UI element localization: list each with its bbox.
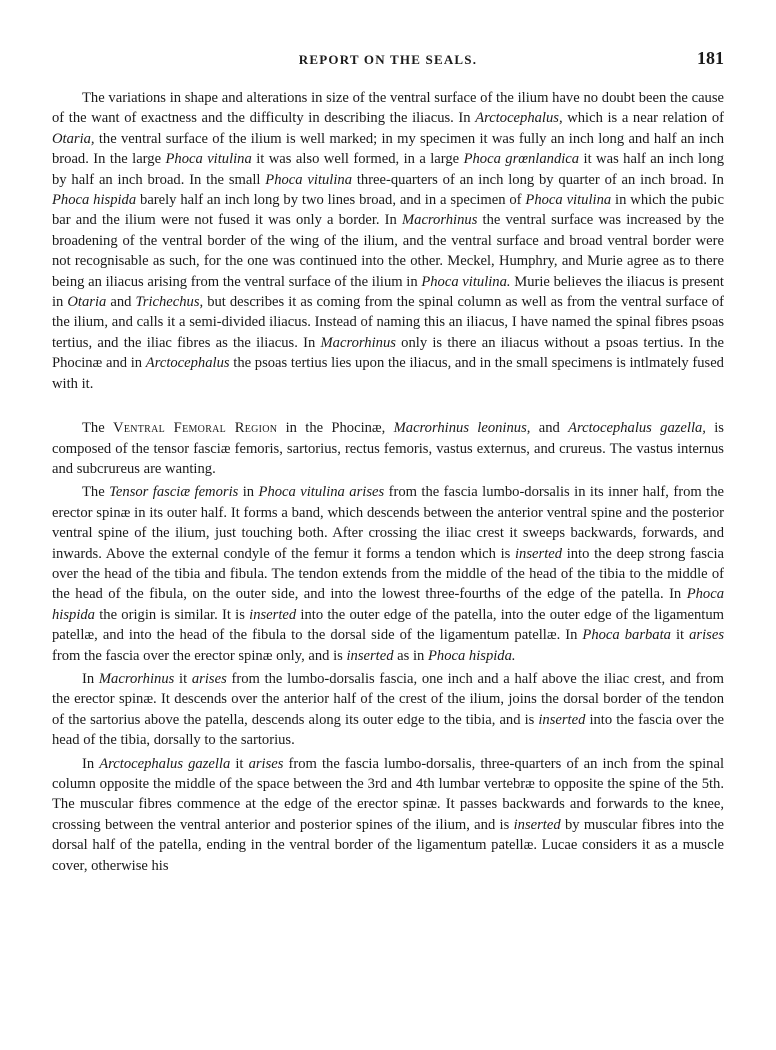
italic-term: Macrorhinus bbox=[401, 212, 478, 229]
italic-term: Arctocephalus gazella, bbox=[568, 420, 706, 437]
text-run: from the fascia over the erector spinæ only, and is bbox=[52, 647, 347, 664]
paragraph-iliacus bbox=[52, 88, 724, 394]
text-run: which is a near relation of bbox=[562, 110, 724, 127]
italic-term: Otaria, bbox=[52, 130, 95, 147]
text-run: In bbox=[82, 755, 100, 772]
paragraph-tensor-fasciae-macrorhinus bbox=[52, 669, 724, 751]
italic-term: inserted bbox=[538, 711, 586, 728]
italic-term: inserted bbox=[346, 647, 394, 664]
text-run: the ventral surface of the ilium is well marked; in my specimen it was fully an inch long and half an inch broad. In the large bbox=[52, 130, 724, 168]
italic-term: Arctocephalus bbox=[145, 355, 230, 372]
italic-term: Phoca vitulina. bbox=[421, 273, 511, 290]
italic-term: Arctocephalus gazella bbox=[99, 755, 231, 772]
text-run: from the lumbo-dorsalis fascia, one inch and a half above the iliac crest, and from the erector spinæ. It descends over the anterior half of the crest of the ilium, joins the dorsal border of the tendon of the sartorius above the patella, descends along its outer edge to the tibia, and is bbox=[52, 670, 724, 728]
italic-term: Tensor fasciæ femoris bbox=[109, 484, 239, 501]
italic-term: Phoca vitulina bbox=[165, 151, 252, 168]
text-run: Murie believes the iliacus is present in bbox=[52, 273, 724, 311]
italic-term: arises bbox=[191, 670, 227, 687]
italic-term: Phoca hispida. bbox=[427, 647, 516, 664]
text-run: is composed of the tensor fasciæ femoris, sartorius, rectus femoris, vastus externus, and crureus. The vastus internus and subcrureus are wanting. bbox=[52, 420, 724, 477]
text-run: The variations in shape and alterations in size of the ventral surface of the ilium have no doubt been the cause of the want of exactness and the difficulty in describing the iliacus. In bbox=[52, 90, 724, 127]
text-run: barely half an inch long by two lines broad, and in a specimen of bbox=[136, 192, 526, 209]
text-run: from the fascia lumbo-dorsalis, three-quarters of an inch from the spinal column opposite the middle of the space between the 3rd and 4th lumbar vertebræ to opposite the spine of the 5th. The muscular fibres commence at the edge of the erector spinæ. It passes backwards and forwards to the knee, crossing between the ventral anterior and posterior spines of the ilium, and is bbox=[52, 755, 725, 833]
text-run: and bbox=[530, 420, 569, 437]
italic-term: inserted bbox=[515, 545, 563, 562]
italic-term: inserted bbox=[249, 606, 297, 623]
text-run: as in bbox=[393, 647, 428, 664]
text-run: in which the pubic bar and the ilium were not fused it was only a border. In bbox=[52, 192, 724, 229]
text-run: The bbox=[82, 420, 113, 437]
italic-term: Phoca barbata bbox=[582, 627, 671, 644]
italic-term: Macrorhinus leoninus, bbox=[393, 420, 531, 437]
paragraph-tensor-fasciae-phoca bbox=[52, 482, 724, 666]
text-run: the ventral surface was increased by the broadening of the ventral border of the wing of the ilium, and the ventral surface and broad ventral border were not recognisable as such, for the one was continued into the other. Meckel, Humphry, and Murie agree as to there being an iliacus arising from the ventral surface of the ilium in bbox=[52, 212, 724, 290]
text-run: it bbox=[174, 670, 192, 687]
italic-term: Phoca hispida bbox=[52, 192, 137, 209]
italic-term: Phoca grœnlandica bbox=[463, 151, 580, 168]
text-run: the psoas tertius lies upon the iliacus, and in the small specimens is intlmately fused with it. bbox=[52, 355, 724, 392]
italic-term: Macrorhinus bbox=[98, 670, 175, 687]
text-run: into the outer edge of the patella, into the outer edge of the ligamentum patellæ, and into the head of the fibula to the dorsal side of the ligamentum patellæ. In bbox=[52, 606, 724, 644]
text-run: only is there an iliacus without a psoas tertius. In the Phocinæ and in bbox=[52, 334, 724, 372]
text-run: into the deep strong fascia over the head of the tibia and fibula. The tendon extends from the middle of the head of the tibia to the middle of the head of the fibula, on the outer side, and into the lowest three-fourths of the edge of the patella. In bbox=[52, 545, 724, 603]
running-header bbox=[52, 50, 724, 72]
text-run: but describes it as coming from the spinal column as well as from the ventral surface of the ilium, and calls it a semi-divided iliacus. Instead of naming this an iliacus, I have named the spinal fibres psoas tertius, and the iliac fibres as the iliacus. In bbox=[52, 294, 724, 351]
italic-term: Phoca hispida bbox=[52, 586, 724, 623]
italic-term: Trichechus, bbox=[135, 294, 204, 311]
italic-term: inserted bbox=[513, 816, 561, 833]
text-run: and bbox=[106, 294, 136, 311]
italic-term: Phoca vitulina arises bbox=[258, 484, 385, 501]
text-run: In bbox=[82, 670, 99, 687]
italic-term: Arctocephalus, bbox=[475, 110, 563, 127]
italic-term: Macrorhinus bbox=[320, 334, 396, 351]
text-run: it bbox=[670, 627, 690, 644]
text-run: in the Phocinæ, bbox=[277, 420, 394, 437]
section-heading: Ventral Femoral Region bbox=[112, 420, 278, 437]
text-run: by muscular fibres into the dorsal half of the patella, ending in the ventral border of the ligamentum patellæ. Lucae considers it as a muscle cover, otherwise his bbox=[52, 816, 724, 874]
running-title: REPORT ON THE SEALS. bbox=[298, 52, 478, 67]
italic-term: Phoca vitulina bbox=[265, 171, 352, 188]
page-number: 181 bbox=[697, 48, 724, 68]
italic-term: Phoca vitulina bbox=[525, 192, 612, 209]
text-run: three-quarters of an inch long by quarter of an inch broad. In bbox=[352, 171, 724, 188]
text-run: The bbox=[82, 484, 110, 501]
text-run: the origin is similar. It is bbox=[94, 606, 250, 623]
text-run: it bbox=[230, 755, 249, 772]
italic-term: arises bbox=[248, 755, 284, 772]
paragraph-tensor-fasciae-arctocephalus bbox=[52, 754, 724, 876]
text-run: from the fascia lumbo-dorsalis in its inner half, from the erector spinæ in its outer half. It forms a band, which descends between the anterior ventral spine and the posterior ventral spine of the ilium, just touching both. After crossing the iliac crest it sweeps backwards, forwards, and inwards. Above the external condyle of the femur it forms a tendon which is bbox=[52, 484, 724, 562]
text-run: it was half an inch long by half an inch broad. In the small bbox=[52, 151, 724, 188]
text-run: in bbox=[238, 484, 259, 501]
paragraph-ventral-femoral-region bbox=[52, 418, 724, 479]
italic-term: arises bbox=[689, 627, 724, 644]
text-run: into the fascia over the head of the tibia, dorsally to the sartorius. bbox=[52, 711, 724, 749]
text-run: it was also well formed, in a large bbox=[251, 151, 464, 168]
body-text bbox=[52, 88, 724, 876]
italic-term: Otaria bbox=[67, 294, 107, 311]
